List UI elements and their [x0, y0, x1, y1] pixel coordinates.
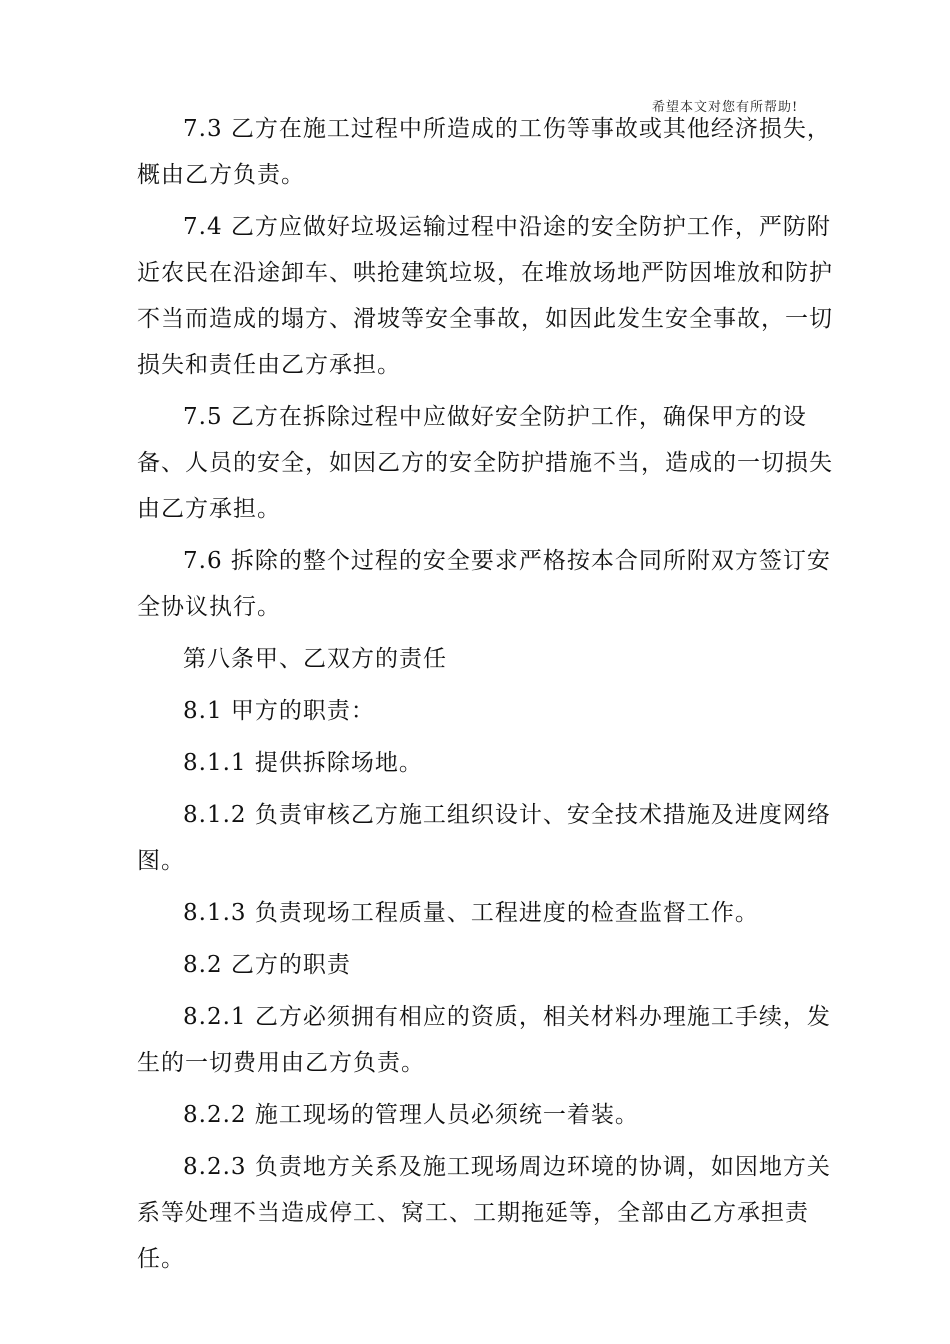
paragraph-8-1-2: 8.1.2 负责审核乙方施工组织设计、安全技术措施及进度网络图。 — [137, 802, 831, 874]
paragraph-7-6: 7.6 拆除的整个过程的安全要求严格按本合同所附双方签订安全协议执行。 — [137, 548, 831, 620]
paragraph-8-1-1: 8.1.1 提供拆除场地。 — [183, 750, 423, 776]
paragraph-8-2-3: 8.2.3 负责地方关系及施工现场周边环境的协调，如因地方关系等处理不当造成停工、窝工、工期拖延等，全部由乙方承担责任。 — [137, 1154, 831, 1272]
paragraph-7-3: 7.3 乙方在施工过程中所造成的工伤等事故或其他经济损失，概由乙方负责。 — [137, 116, 831, 188]
document-body — [137, 106, 837, 1288]
header-note: 希望本文对您有所帮助! — [652, 100, 799, 115]
paragraph-8-1: 8.1 甲方的职责： — [183, 698, 375, 724]
paragraph-8-2-1: 8.2.1 乙方必须拥有相应的资质，相关材料办理施工手续，发生的一切费用由乙方负责。 — [137, 1004, 831, 1076]
paragraph-8-2-2: 8.2.2 施工现场的管理人员必须统一着装。 — [183, 1102, 639, 1128]
paragraph-8-2: 8.2 乙方的职责 — [183, 952, 351, 978]
paragraph-7-5: 7.5 乙方在拆除过程中应做好安全防护工作，确保甲方的设备、人员的安全，如因乙方的安全防护措施不当，造成的一切损失由乙方承担。 — [137, 404, 833, 522]
paragraph-8-1-3: 8.1.3 负责现场工程质量、工程进度的检查监督工作。 — [183, 900, 759, 926]
section-heading-article-8: 第八条甲、乙双方的责任 — [183, 646, 447, 672]
paragraph-7-4: 7.4 乙方应做好垃圾运输过程中沿途的安全防护工作，严防附近农民在沿途卸车、哄抢建筑垃圾，在堆放场地严防因堆放和防护不当而造成的塌方、滑坡等安全事故，如因此发生安全事故，一切损失和责任由乙方承担。 — [137, 214, 833, 378]
